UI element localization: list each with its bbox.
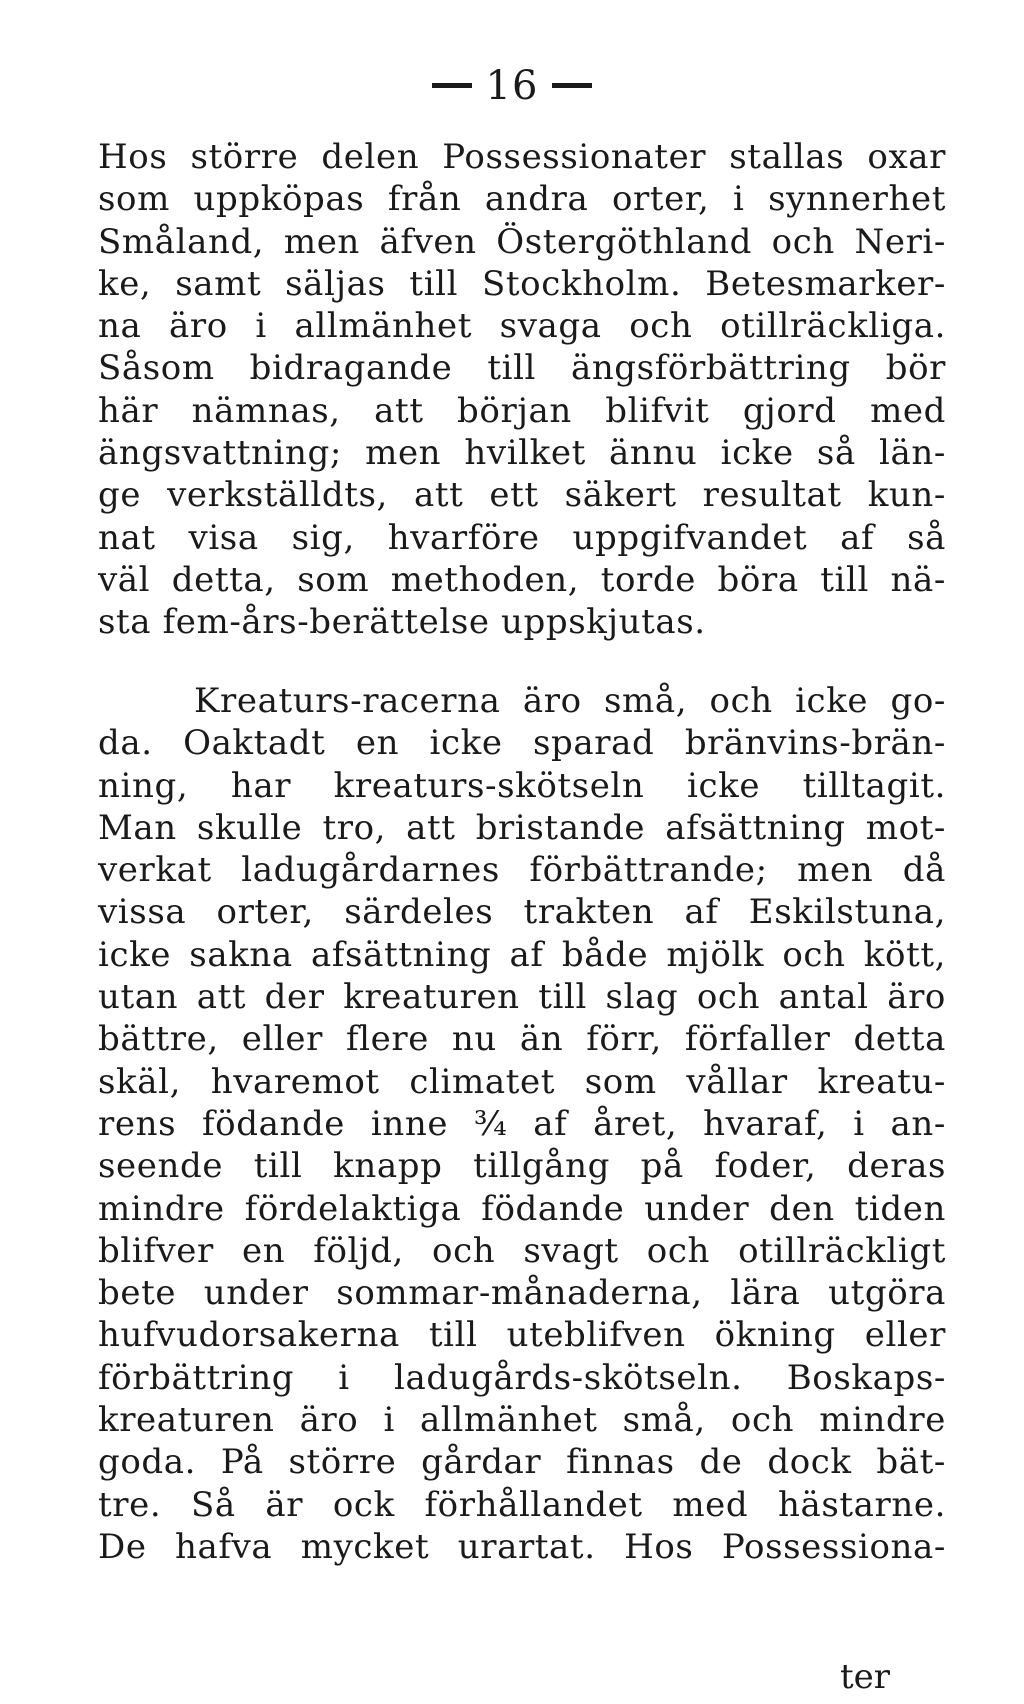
catchword: ter — [840, 1657, 891, 1697]
text-line: mindre fördelaktiga födande under den tiden — [98, 1188, 946, 1229]
text-line: hufvudorsakerna till uteblifven ökning eller — [98, 1315, 946, 1356]
text-line: skäl, hvaremot climatet som vållar kreatu- — [98, 1061, 946, 1102]
text-line: som uppköpas från andra orter, i synnerhet — [98, 179, 946, 220]
text-line: rens födande inne ¾ af året, hvaraf, i an- — [98, 1103, 946, 1144]
text-line: sta fem-års-berättelse uppskjutas. — [98, 602, 706, 643]
text-line: Småland, men äfven Östergöthland och Neri- — [98, 221, 946, 262]
text-line: här nämnas, att början blifvit gjord med — [98, 390, 946, 431]
text-line: Såsom bidragande till ängsförbättring bör — [98, 348, 946, 389]
text-line: kreaturen äro i allmänhet små, och mindre — [98, 1400, 946, 1441]
page-header — [0, 62, 1024, 110]
text-line: väl detta, som methoden, torde böra till nä- — [98, 559, 946, 600]
text-line: goda. På större gårdar finnas de dock bät- — [98, 1442, 946, 1483]
header-dash-left — [432, 83, 472, 88]
text-line: bete under sommar-månaderna, lära utgöra — [98, 1273, 946, 1314]
text-line: Kreaturs-racerna äro små, och icke go- — [194, 681, 946, 721]
page-number: 16 — [485, 63, 539, 109]
text-line: blifver en följd, och svagt och otillräckligt — [98, 1230, 946, 1271]
text-line: ning, har kreaturs-skötseln icke tilltagit. — [98, 765, 946, 806]
text-line: seende till knapp tillgång på foder, deras — [98, 1146, 946, 1187]
text-line: utan att der kreaturen till slag och antal äro — [98, 977, 946, 1018]
text-line: De hafva mycket urartat. Hos Possessiona- — [98, 1526, 946, 1567]
text-line: ge verkställdts, att ett säkert resultat kun- — [98, 475, 946, 516]
text-line: bättre, eller flere nu än förr, förfaller detta — [98, 1019, 946, 1060]
text-line: icke sakna afsättning af både mjölk och kött, — [98, 934, 946, 975]
text-line: Hos större delen Possessionater stallas oxar — [98, 137, 946, 177]
text-line: ke, samt säljas till Stockholm. Betesmarker- — [98, 263, 946, 304]
text-line: vissa orter, särdeles trakten af Eskilstuna, — [98, 892, 946, 933]
text-line: da. Oaktadt en icke sparad bränvins-brän- — [98, 723, 946, 764]
paragraph-1 — [98, 136, 946, 644]
text-line: ängsvattning; men hvilket ännu icke så län- — [98, 433, 946, 474]
header-dash-right — [552, 83, 592, 88]
text-line: tre. Så är ock förhållandet med hästarne. — [98, 1484, 946, 1525]
text-line: förbättring i ladugårds-skötseln. Boskaps- — [98, 1357, 946, 1398]
text-line: Man skulle tro, att bristande afsättning mot- — [98, 807, 946, 848]
paragraph-2 — [98, 680, 946, 1568]
text-line: nat visa sig, hvarföre uppgifvandet af så — [98, 517, 946, 558]
text-line: verkat ladugårdarnes förbättrande; men då — [98, 850, 946, 891]
text-line: na äro i allmänhet svaga och otillräckliga. — [98, 306, 946, 347]
